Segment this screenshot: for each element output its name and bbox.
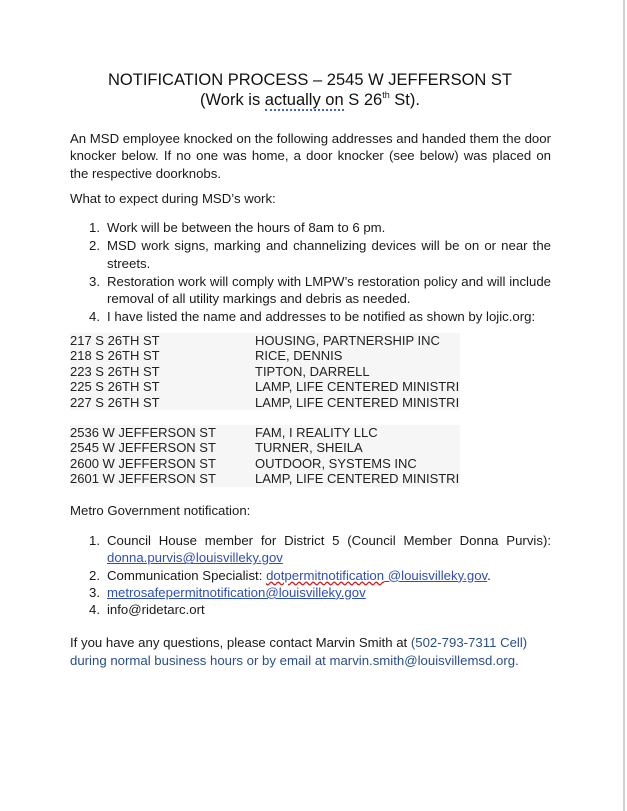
page-subtitle: (Work is actually on S 26th St). <box>200 90 420 109</box>
list-item: 4. info@ridetarc.ort <box>89 602 205 618</box>
contact-phone: (502-793-7311 Cell) <box>410 635 528 650</box>
contact-email-text: during normal business hours or by email at marvin.smith@louisvillemsd.org. <box>70 652 519 668</box>
table-row: 2600 W JEFFERSON ST OUTDOOR, SYSTEMS INC <box>70 456 460 471</box>
contact-paragraph: If you have any questions, please contact Marvin Smith at (502-793-7311 Cell) during normal business hours or by email at marvin.smith@louisvillemsd.org. <box>70 635 528 668</box>
table-row: 225 S 26TH ST LAMP, LIFE CENTERED MINISTRI <box>70 379 460 395</box>
page-title: NOTIFICATION PROCESS – 2545 W JEFFERSON ST <box>107 71 512 89</box>
council-email-link[interactable]: donna.purvis@louisvilleky.gov <box>107 550 283 566</box>
table-row: 2545 W JEFFERSON ST TURNER, SHEILA <box>70 440 460 455</box>
table-row: 2601 W JEFFERSON ST LAMP, LIFE CENTERED MINISTRI <box>70 471 460 487</box>
table-row: 218 S 26TH ST RICE, DENNIS <box>70 348 460 363</box>
list-item: 2. Communication Specialist: dotpermitnotification @louisvilleky.gov. <box>89 567 491 583</box>
list-item: 1. Work will be between the hours of 8am to 6 pm. <box>89 220 386 235</box>
spelling-flagged-link[interactable]: dotpermitnotification <box>266 567 385 583</box>
metro-list <box>70 532 551 618</box>
list-item: 4. I have listed the name and addresses to be notified as shown by lojic.org: <box>89 309 536 325</box>
list-item: 3. metrosafepermitnotification@louisvilleky.gov <box>89 584 366 600</box>
intro-paragraph: An MSD employee knocked on the following addresses and handed them the door knocker below. If no one was home, a door knocker (see below) was placed on the respective doorknobs. <box>70 131 551 181</box>
list-item: 2. MSD work signs, marking and channelizing devices will be on or near the streets. <box>89 238 551 271</box>
expect-heading: What to expect during MSD’s work: <box>70 191 276 206</box>
table-row: 227 S 26TH ST LAMP, LIFE CENTERED MINISTRI <box>70 394 460 410</box>
dotpermit-email-link[interactable]: @louisvilleky.gov <box>384 567 488 583</box>
table-row: 2536 W JEFFERSON ST FAM, I REALITY LLC <box>70 425 460 440</box>
address-table-26th <box>70 333 460 410</box>
metro-heading: Metro Government notification: <box>70 503 251 518</box>
expect-list <box>70 219 551 327</box>
table-row: 217 S 26TH ST HOUSING, PARTNERSHIP INC <box>70 333 460 348</box>
list-item: 1. Council House member for District 5 (Council Member Donna Purvis): donna.purvis@louisvilleky.gov <box>89 533 551 566</box>
metrosafe-email-link[interactable]: metrosafepermitnotification@louisvilleky.gov <box>107 584 366 600</box>
address-table-jefferson <box>70 425 460 487</box>
grammar-flagged-text: actually on <box>264 91 344 109</box>
table-row: 223 S 26TH ST TIPTON, DARRELL <box>70 364 460 379</box>
list-item: 3. Restoration work will comply with LMPW’s restoration policy and will include removal of all utility markings and debris as needed. <box>89 273 551 307</box>
